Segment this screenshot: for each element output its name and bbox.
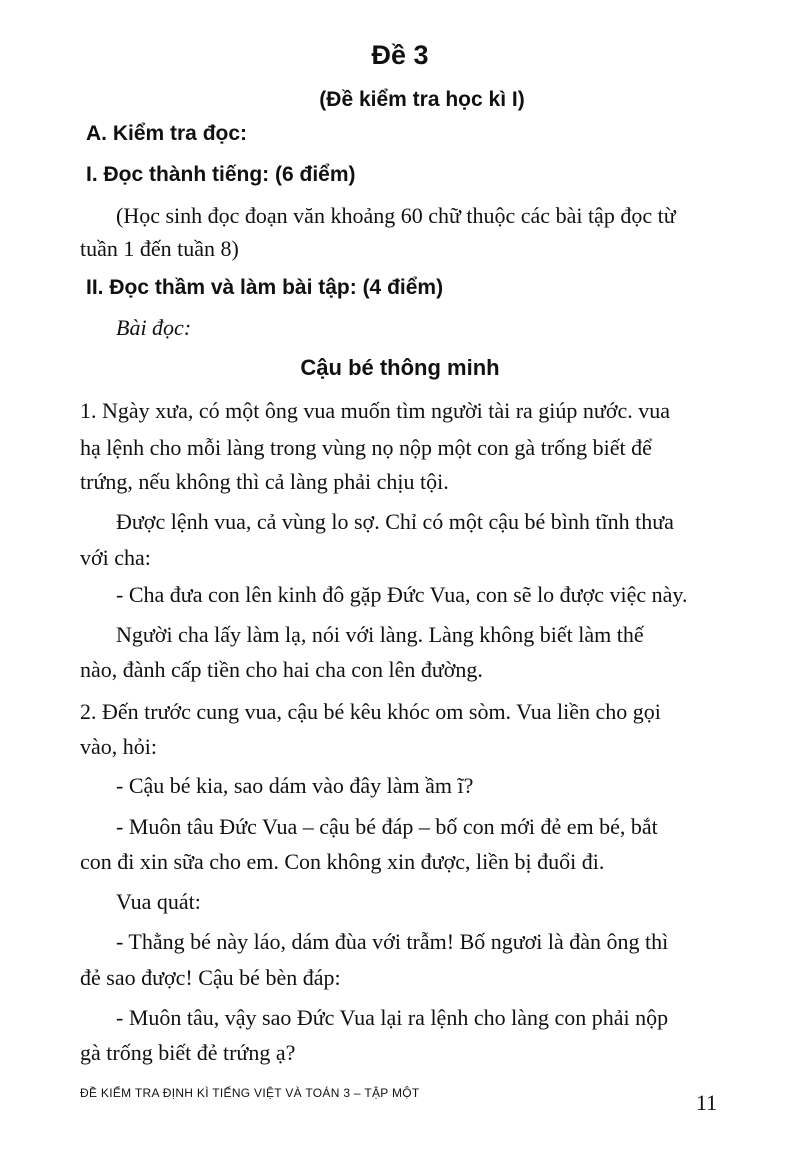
section-a-heading: A. Kiểm tra đọc: — [86, 122, 248, 145]
story-line: gà trống biết đẻ trứng ạ? — [80, 1040, 296, 1065]
story-line: - Cậu bé kia, sao dám vào đây làm ầm ĩ? — [116, 773, 474, 798]
exam-subtitle: (Đề kiểm tra học kì I) — [319, 88, 525, 111]
footer-book-title: ĐỀ KIỂM TRA ĐỊNH KÌ TIẾNG VIỆT VÀ TOÁN 3 – TẬP MỘT — [80, 1086, 420, 1100]
story-line: con đi xin sữa cho em. Con không xin được, liền bị đuổi đi. — [80, 849, 605, 874]
section-1-heading: I. Đọc thành tiếng: (6 điểm) — [86, 163, 356, 186]
story-line: trứng, nếu không thì cả làng phải chịu tội. — [80, 469, 449, 494]
story-line: - Cha đưa con lên kinh đô gặp Đức Vua, con sẽ lo được việc này. — [116, 582, 688, 607]
story-line: 2. Đến trước cung vua, cậu bé kêu khóc om sòm. Vua liền cho gọi — [80, 699, 661, 724]
story-title: Cậu bé thông minh — [300, 355, 500, 380]
section-2-heading: II. Đọc thầm và làm bài tập: (4 điểm) — [86, 276, 444, 299]
story-line: hạ lệnh cho mỗi làng trong vùng nọ nộp một con gà trống biết để — [80, 435, 652, 460]
story-line: với cha: — [80, 545, 151, 570]
page-title: Đề 3 — [371, 40, 429, 70]
section-1-instruction-line1: (Học sinh đọc đoạn văn khoảng 60 chữ thuộc các bài tập đọc từ — [116, 203, 676, 228]
story-line: Vua quát: — [116, 889, 201, 914]
story-line: Người cha lấy làm lạ, nói với làng. Làng không biết làm thế — [116, 622, 644, 647]
story-line: 1. Ngày xưa, có một ông vua muốn tìm người tài ra giúp nước. vua — [80, 398, 670, 423]
story-line: Được lệnh vua, cả vùng lo sợ. Chỉ có một cậu bé bình tĩnh thưa — [116, 509, 674, 534]
page-number: 11 — [696, 1090, 718, 1115]
story-line: - Muôn tâu Đức Vua – cậu bé đáp – bố con mới đẻ em bé, bắt — [116, 814, 658, 839]
section-1-instruction-line2: tuần 1 đến tuần 8) — [80, 236, 239, 261]
story-line: đẻ sao được! Cậu bé bèn đáp: — [80, 965, 341, 990]
story-line: nào, đành cấp tiền cho hai cha con lên đường. — [80, 657, 483, 682]
story-line: - Thằng bé này láo, dám đùa với trẫm! Bố ngươi là đàn ông thì — [116, 929, 669, 954]
story-line: vào, hỏi: — [80, 734, 157, 759]
reading-label: Bài đọc: — [116, 315, 192, 340]
story-line: - Muôn tâu, vậy sao Đức Vua lại ra lệnh cho làng con phải nộp — [116, 1005, 669, 1030]
